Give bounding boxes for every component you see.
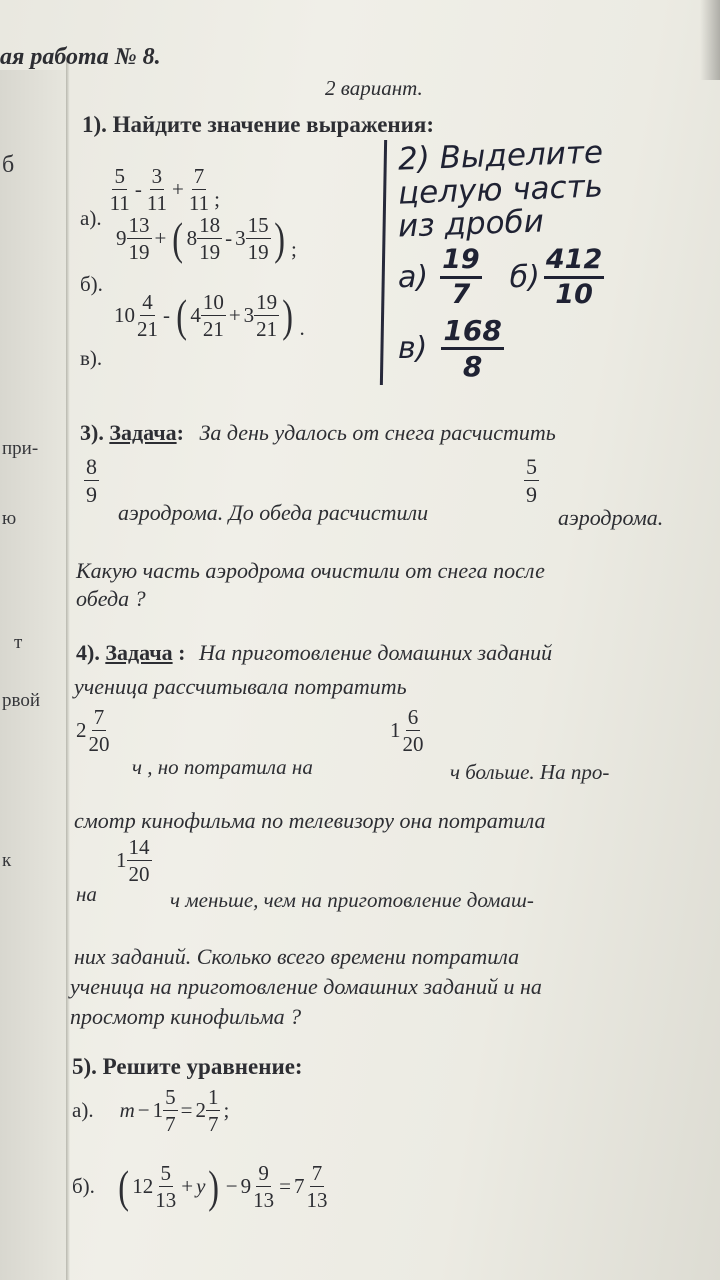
mixed-number: 2 $\frac{1}{7}$ (195, 1085, 219, 1137)
task3-fraction-2: $\frac{5}{9}$ (526, 454, 537, 508)
handwritten-fraction: $\frac{19}{7}$ (442, 244, 480, 311)
close-paren: ) (282, 289, 294, 341)
mixed-number: 8 $\frac{18}{19}$ (186, 213, 221, 265)
task4-mixed-2: 1 $\frac{6}{20}$ (390, 705, 424, 757)
variable: y (196, 1174, 206, 1199)
handwritten-task2-line1: 2) Выделите (397, 134, 604, 178)
mixed-number: 3 $\frac{15}{19}$ (235, 213, 269, 265)
mixed-number: 10 $\frac{4}{21}$ (114, 289, 158, 341)
handwritten-fraction: $\frac{412}{10}$ (545, 244, 603, 311)
fraction: $\frac{3}{11}$ (146, 163, 168, 215)
fraction: $\frac{5}{11}$ (109, 163, 130, 215)
margin-word: б (2, 152, 15, 178)
task1-b-expression (116, 214, 300, 263)
worksheet-title: ая работа № 8. (0, 44, 161, 70)
operator: + (181, 1174, 194, 1199)
margin-word: при- (2, 438, 39, 459)
margin-word: т (14, 632, 23, 653)
task4-text: смотр кинофильма по телевизору она потратила (74, 808, 546, 833)
variable: m (119, 1098, 135, 1123)
handwritten-task2-line2: целую часть (397, 168, 604, 212)
margin-word: к (2, 850, 12, 871)
task1-b-label: б). (80, 272, 103, 296)
operator: = (279, 1174, 291, 1199)
margin-word: рвой (2, 690, 41, 711)
task3-number: 3). (80, 420, 104, 445)
task3-fraction-1: $\frac{8}{9}$ (86, 454, 97, 508)
mixed-number: 12 $\frac{5}{13}$ (132, 1161, 177, 1213)
task5-b-equation (72, 1162, 329, 1211)
punctuation: ; (223, 1098, 230, 1123)
task1-a-label: а). (80, 206, 102, 230)
task3-text: аэродрома. До обеда расчистили (118, 500, 429, 525)
handwritten-label: в) (398, 331, 428, 367)
handwritten-label: б) (509, 260, 540, 296)
mixed-number: 7 $\frac{7}{13}$ (293, 1161, 328, 1213)
task3-text: аэродрома. (558, 505, 664, 530)
punctuation: . (299, 316, 305, 340)
open-paren: ( (172, 212, 184, 264)
mixed-number: 3 $\frac{19}{21}$ (243, 289, 278, 341)
fraction: $\frac{7}{11}$ (188, 163, 210, 215)
task4-text: них заданий. Сколько всего времени потратила (74, 944, 520, 969)
task4-text: ученица рассчитывала потратить (74, 674, 407, 699)
open-paren: ( (118, 1160, 129, 1212)
handwritten-divider-line (380, 140, 387, 385)
task1-c-label: в). (80, 346, 103, 370)
task1-heading: 1). Найдите значение выражения: (82, 112, 435, 137)
operator: - (163, 303, 170, 327)
task4-label: Задача (105, 640, 173, 665)
variant-label: 2 вариант. (325, 76, 423, 100)
task1-c-expression (114, 290, 308, 341)
task3-text: обеда ? (76, 586, 146, 611)
mixed-number: 4 $\frac{10}{21}$ (190, 289, 224, 341)
handwritten-item-c (398, 316, 504, 382)
task4-text: ч , но потратила на (132, 755, 313, 779)
handwritten-item-a (398, 246, 604, 310)
operator: + (172, 177, 184, 201)
page-fold (66, 60, 70, 1280)
task4-text: ч меньше, чем на приготовление домаш- (170, 888, 534, 912)
mixed-number: 1 $\frac{5}{7}$ (152, 1085, 176, 1137)
colon: : (176, 420, 184, 445)
task4-text: на (76, 882, 97, 906)
task4-number: 4). (76, 640, 100, 665)
punctuation: ; (214, 187, 220, 211)
operator: − (225, 1174, 238, 1199)
task3-text: За день удалось от снега расчистить (199, 420, 556, 445)
operator: − (137, 1098, 150, 1123)
operator: + (154, 226, 167, 251)
handwritten-fraction: $\frac{168}{8}$ (443, 314, 502, 384)
handwritten-task2-line3: из дроби (397, 203, 545, 245)
operator: - (225, 226, 233, 251)
task5-b-label: б). (72, 1174, 95, 1199)
close-paren: ) (208, 1160, 220, 1212)
operator: + (228, 303, 241, 327)
task4-first-line (76, 640, 552, 666)
task3-first-line (80, 420, 556, 446)
task3-label: Задача (109, 420, 177, 445)
task4-text: На приготовление домашних заданий (198, 640, 553, 665)
operator: - (134, 177, 142, 201)
close-paren: ) (273, 212, 285, 264)
task4-text: просмотр кинофильма ? (70, 1004, 302, 1029)
task5-a-label: а). (72, 1098, 94, 1123)
task4-mixed-3: 1 $\frac{14}{20}$ (116, 835, 150, 887)
colon: : (178, 640, 186, 665)
task5-heading: 5). Решите уравнение: (72, 1054, 303, 1079)
task4-mixed-1: 2 $\frac{7}{20}$ (76, 705, 110, 757)
handwritten-label: а) (398, 260, 429, 296)
task3-text: Какую часть аэродрома очистили от снега после (76, 558, 545, 583)
punctuation: ; (291, 237, 297, 262)
page-edge-shadow (700, 0, 720, 80)
task4-text: ученица на приготовление домашних заданий и на (70, 974, 542, 999)
operator: = (180, 1098, 193, 1123)
open-paren: ( (176, 289, 188, 341)
mixed-number: 9 $\frac{9}{13}$ (240, 1161, 275, 1213)
left-page-strip (0, 70, 68, 1280)
task4-text: ч больше. На про- (450, 760, 610, 784)
margin-word: ю (2, 508, 17, 529)
mixed-number: 9 $\frac{13}{19}$ (116, 213, 150, 265)
task5-a-equation (72, 1086, 232, 1135)
